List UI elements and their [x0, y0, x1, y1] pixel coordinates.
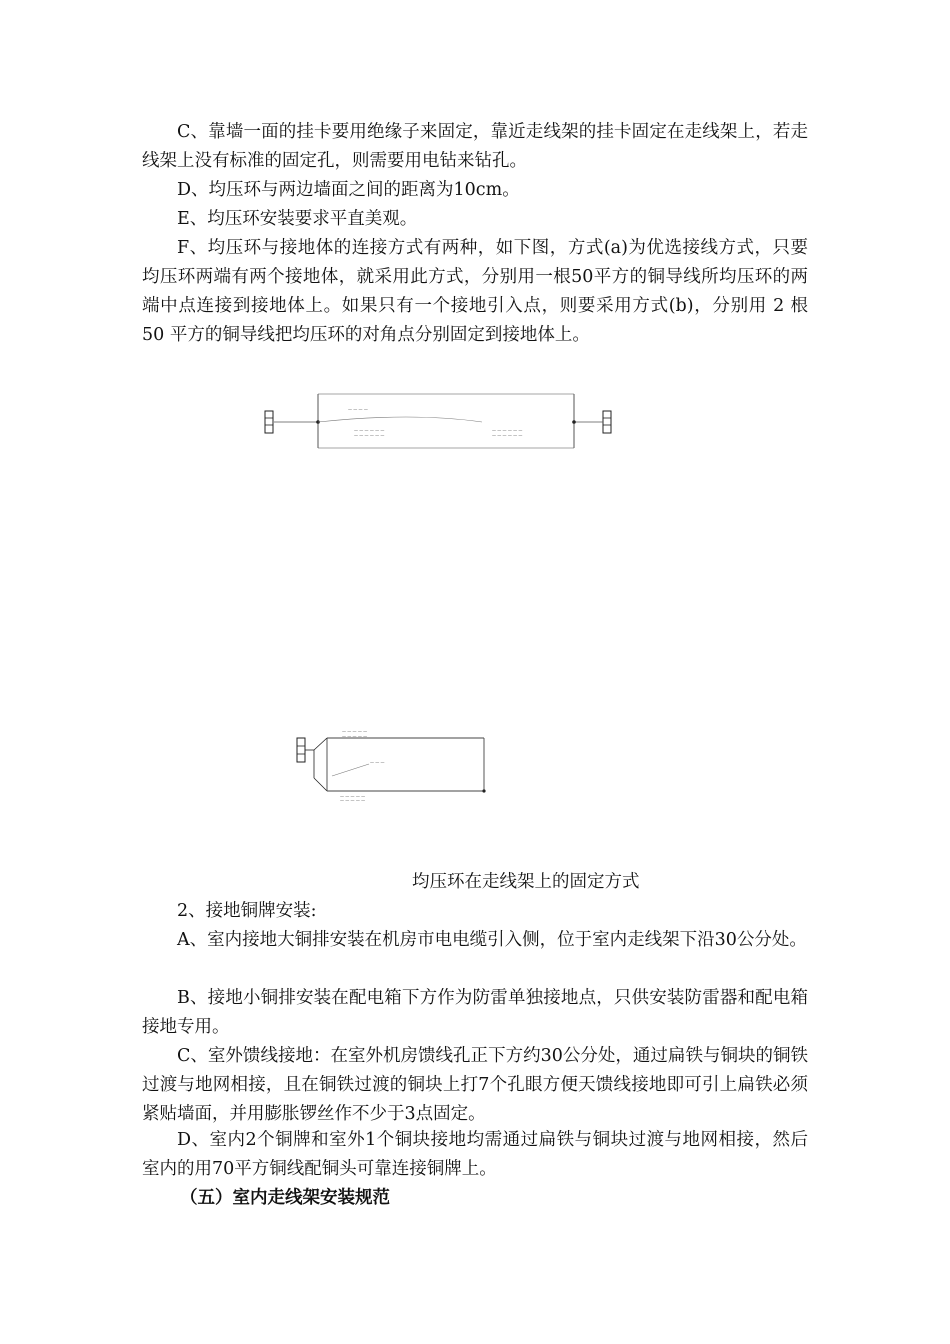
paragraph-d: D、均压环与两边墙面之间的距离为10cm。	[177, 180, 520, 200]
svg-text:— — — — — —: — — — — — —	[492, 433, 523, 438]
diagram-method-b	[294, 728, 494, 802]
svg-text:— — — — — —: — — — — — —	[492, 428, 523, 433]
figure-caption: 均压环在走线架上的固定方式	[412, 872, 640, 892]
svg-text:— — — — —: — — — — —	[342, 729, 368, 734]
svg-text:— — — — —: — — — — —	[340, 794, 366, 799]
section2-item-c: C、室外馈线接地：在室外机房馈线孔正下方约30公分处，通过扁铁与铜块的铜铁过渡与地网相接，且在铜铁过渡的铜块上打7个孔眼方便天馈线接地即可引上扁铁必须紧贴墙面，并用膨胀锣丝作不少于3点固定。	[142, 1046, 808, 1124]
paragraph-e: E、均压环安装要求平直美观。	[177, 209, 418, 229]
paragraph-f: F、均压环与接地体的连接方式有两种，如下图，方式(a)为优选接线方式，只要均压环两端有两个接地体，就采用此方式，分别用一根50平方的铜导线所均压环的两端中点连接到接地体上。如果只有一个接地引入点，则要采用方式(b)，分别用 2 根 50 平方的铜导线把均压环的对角点分别固定到接地体上。	[142, 238, 808, 345]
svg-text:— — — — — —: — — — — — —	[354, 433, 385, 438]
svg-text:— — — — —: — — — — —	[340, 798, 366, 802]
section2-item-d: D、室内2个铜牌和室外1个铜块接地均需通过扁铁与铜块过渡与地网相接，然后室内的用70平方铜线配铜头可靠连接铜牌上。	[142, 1130, 808, 1179]
diagram-method-a	[262, 392, 622, 452]
svg-text:— — — —: — — — —	[348, 407, 368, 412]
section2-title: 2、接地铜牌安装:	[177, 901, 317, 921]
svg-text:— — — — — —: — — — — — —	[354, 428, 385, 433]
section-heading: （五）室内走线架安装规范	[180, 1188, 390, 1208]
section2-item-b: B、接地小铜排安装在配电箱下方作为防雷单独接地点，只供安装防雷器和配电箱接地专用。	[142, 988, 808, 1037]
svg-text:— — —: — — —	[370, 760, 385, 765]
paragraph-c: C、靠墙一面的挂卡要用绝缘子来固定，靠近走线架的挂卡固定在走线架上，若走线架上没有标准的固定孔，则需要用电钻来钻孔。	[142, 122, 808, 171]
svg-text:— — — — —: — — — — —	[342, 734, 368, 739]
section2-item-a: A、室内接地大铜排安装在机房市电电缆引入侧，位于室内走线架下沿30公分处。	[177, 930, 807, 950]
